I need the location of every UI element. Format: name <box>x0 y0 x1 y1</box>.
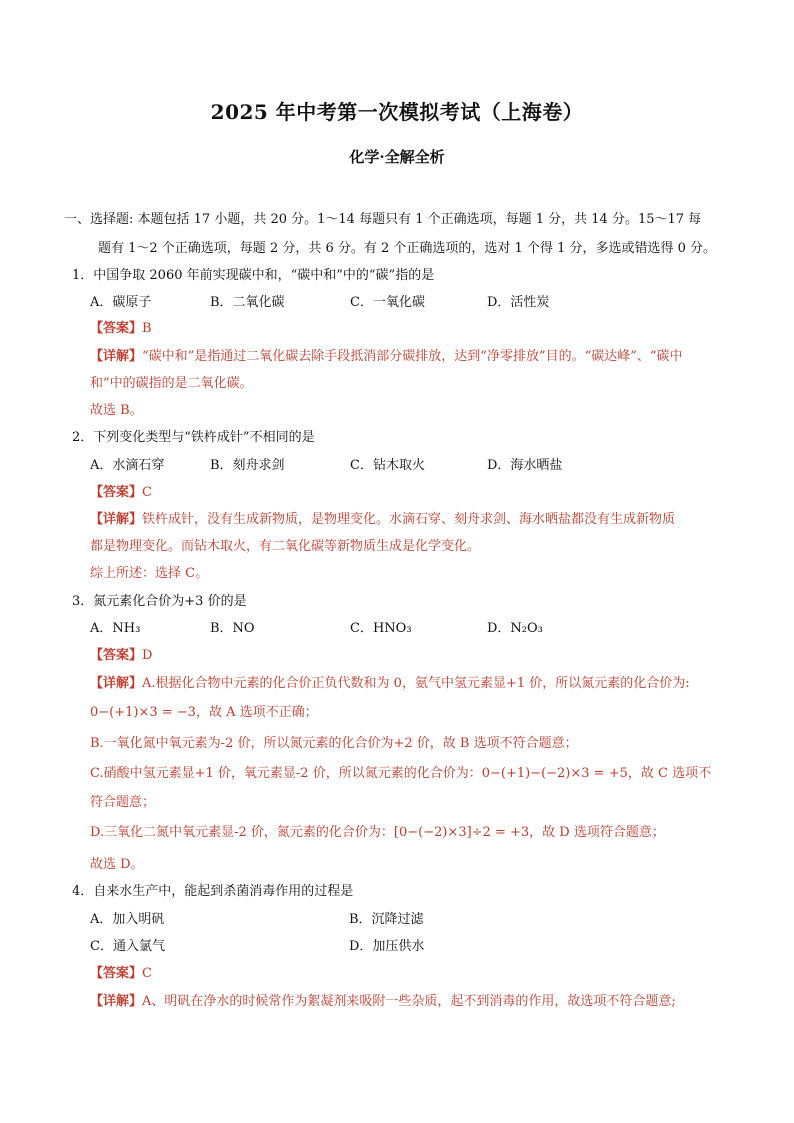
section-instruction-line1: 一、选择题: 本题包括 17 小题，共 20 分。1～14 每题只有 1 个正确选项，每题 1 分，共 14 分。15～17 每 <box>64 212 702 227</box>
page-title: 2025 年中考第一次模拟考试（上海卷） <box>210 100 584 124</box>
q2-answer-value: C <box>142 485 152 500</box>
q1-stem: 1．中国争取 2060 年前实现碳中和，“碳中和”中的“碳”指的是 <box>72 268 435 283</box>
q3-detail-a-formula: 0−(+1)×3 = −3，故 A 选项不正确； <box>90 705 318 720</box>
q4-option-a: A．加入明矾 <box>90 912 165 927</box>
q3-detail-b: B.一氧化氮中氧元素为-2 价，所以氮元素的化合价为+2 价，故 B 选项不符合题意； <box>90 736 578 751</box>
q2-detail-text1: 铁杵成针，没有生成新物质，是物理变化。水滴石穿、刻舟求剑、海水晒盐都没有生成新物质 <box>142 512 676 527</box>
q2-detail-line2: 都是物理变化。而钻木取火，有二氧化碳等新物质生成是化学变化。 <box>90 539 481 554</box>
q1-detail-line1 <box>90 347 683 367</box>
q4-option-b: B．沉降过滤 <box>349 912 424 927</box>
q3-conclusion: 故选 D。 <box>90 857 144 872</box>
q2-option-a: A．水滴石穿 <box>90 458 165 473</box>
detail-label: 【详解】 <box>90 676 143 691</box>
q3-option-d: D．N₂O₃ <box>487 621 543 636</box>
section-instruction-line2: 题有 1～2 个正确选项，每题 2 分，共 6 分。有 2 个正确选项的，选对 1 个得 1 分，多选或错选得 0 分。 <box>98 241 717 256</box>
q1-option-b: B．二氧化碳 <box>210 295 285 310</box>
answer-label: 【答案】 <box>90 966 143 981</box>
q2-option-d: D．海水晒盐 <box>487 458 563 473</box>
q1-option-c: C．一氧化碳 <box>350 295 425 310</box>
q3-option-b: B．NO <box>210 621 255 636</box>
q2-conclusion: 综上所述：选择 C。 <box>90 566 209 581</box>
q1-conclusion: 故选 B。 <box>90 403 143 418</box>
q1-option-a: A．碳原子 <box>90 295 152 310</box>
detail-label: 【详解】 <box>90 349 143 364</box>
q2-answer <box>90 483 152 503</box>
q3-stem: 3．氮元素化合价为+3 价的是 <box>72 594 247 609</box>
page-subtitle: 化学·全解全析 <box>349 148 445 166</box>
q2-stem: 2．下列变化类型与“铁杵成针”不相同的是 <box>72 430 315 445</box>
q1-detail-line2: 和”中的碳指的是二氧化碳。 <box>90 376 253 391</box>
detail-label: 【详解】 <box>90 512 143 527</box>
q1-detail-text1: “碳中和”是指通过二氧化碳去除手段抵消部分碳排放，达到“净零排放”目的。“碳达峰”、“碳中 <box>142 349 683 364</box>
q3-option-c: C．HNO₃ <box>350 621 412 636</box>
q4-option-d: D．加压供水 <box>349 939 425 954</box>
q1-answer <box>90 319 152 339</box>
q4-detail-text1: A、明矾在净水的时候常作为絮凝剂来吸附一些杂质，起不到消毒的作用，故选项不符合题意; <box>142 994 676 1009</box>
q3-detail-a-text: A.根据化合物中元素的化合价正负代数和为 0，氨气中氢元素显+1 价，所以氮元素的化合价为: <box>142 676 690 691</box>
answer-label: 【答案】 <box>90 648 143 663</box>
q2-option-b: B．刻舟求剑 <box>210 458 285 473</box>
q4-option-c: C．通入氯气 <box>90 939 165 954</box>
q3-detail-d: D.三氧化二氮中氧元素显-2 价，氮元素的化合价为：[0−(−2)×3]÷2 = +3，故 D 选项符合题意； <box>90 825 665 840</box>
q3-answer-value: D <box>142 648 153 663</box>
q1-option-d: D．活性炭 <box>487 295 550 310</box>
q1-answer-value: B <box>142 321 152 336</box>
q2-option-c: C．钻木取火 <box>350 458 425 473</box>
q4-answer <box>90 964 152 984</box>
q3-detail-c-line1: C.硝酸中氢元素显+1 价，氧元素显-2 价，所以氮元素的化合价为：0−(+1)−(−2)×3 = +5，故 C 选项不 <box>90 766 712 781</box>
q3-option-a: A．NH₃ <box>90 621 141 636</box>
answer-label: 【答案】 <box>90 485 143 500</box>
q2-detail-line1 <box>90 510 675 530</box>
q3-detail-a <box>90 674 690 694</box>
answer-label: 【答案】 <box>90 321 143 336</box>
q3-answer <box>90 646 152 666</box>
q4-detail-line1 <box>90 992 676 1012</box>
q3-detail-c-line2: 符合题意； <box>90 795 156 810</box>
q4-stem: 4．自来水生产中，能起到杀菌消毒作用的过程是 <box>72 884 354 899</box>
q4-answer-value: C <box>142 966 152 981</box>
detail-label: 【详解】 <box>90 994 143 1009</box>
